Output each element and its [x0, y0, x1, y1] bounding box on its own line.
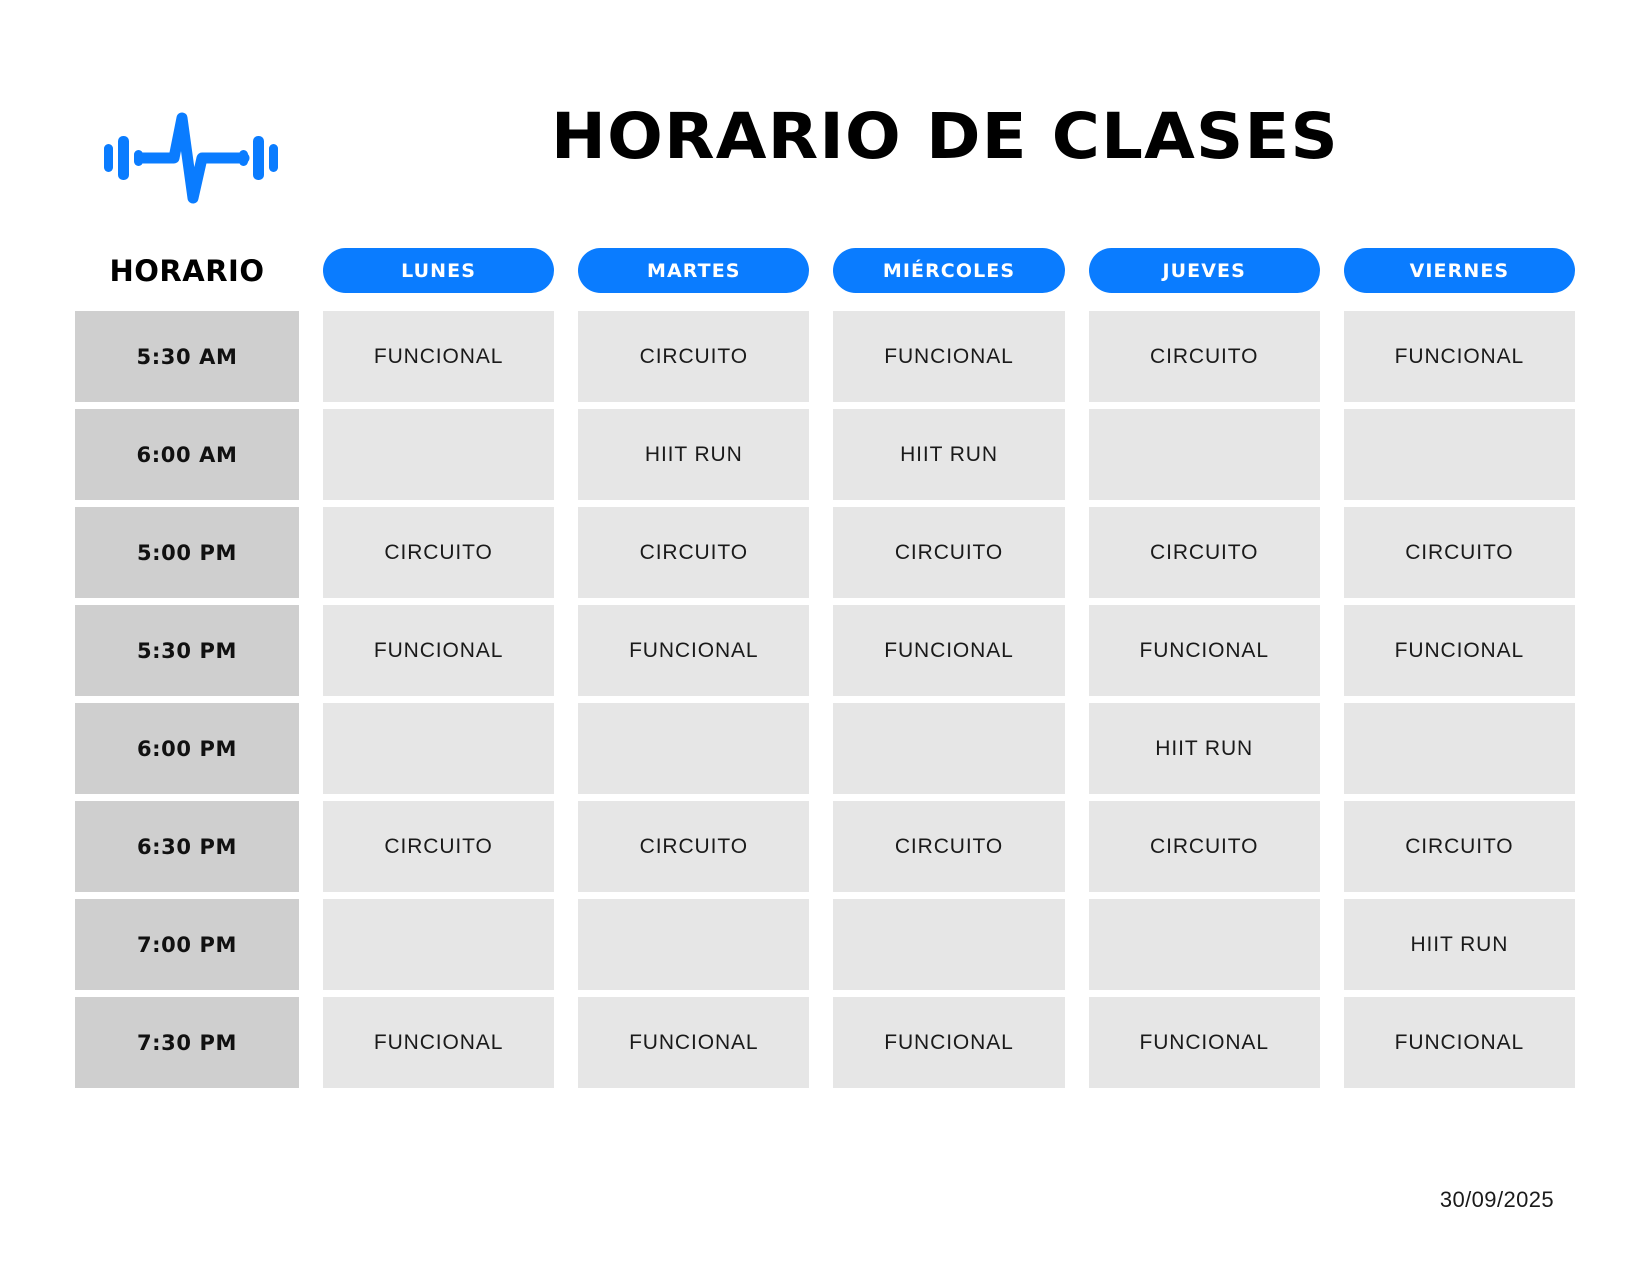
class-cell: CIRCUITO	[323, 801, 554, 892]
class-cell: FUNCIONAL	[1344, 997, 1575, 1088]
time-label: 7:00 PM	[75, 899, 299, 990]
class-cell: CIRCUITO	[1089, 801, 1320, 892]
class-cell	[1344, 703, 1575, 794]
class-cell: FUNCIONAL	[1344, 605, 1575, 696]
day-header-viernes: VIERNES	[1344, 248, 1575, 293]
class-cell	[323, 703, 554, 794]
class-cell	[833, 899, 1064, 990]
poster-header	[0, 95, 1650, 215]
table-header-row	[75, 248, 1575, 293]
day-header-miercoles: MIÉRCOLES	[833, 248, 1064, 293]
class-cell: HIIT RUN	[833, 409, 1064, 500]
table-row	[75, 507, 1575, 598]
class-cell	[833, 703, 1064, 794]
class-cell	[1344, 409, 1575, 500]
time-column-header: HORARIO	[109, 253, 265, 288]
table-row	[75, 311, 1575, 402]
class-cell: CIRCUITO	[1089, 311, 1320, 402]
class-cell	[323, 409, 554, 500]
table-row	[75, 703, 1575, 794]
time-label: 5:30 PM	[75, 605, 299, 696]
time-label: 7:30 PM	[75, 997, 299, 1088]
class-cell: HIIT RUN	[1089, 703, 1320, 794]
class-cell: CIRCUITO	[578, 507, 809, 598]
class-cell: HIIT RUN	[1344, 899, 1575, 990]
class-cell: FUNCIONAL	[833, 605, 1064, 696]
class-cell: FUNCIONAL	[1089, 997, 1320, 1088]
table-row	[75, 801, 1575, 892]
class-cell: FUNCIONAL	[323, 311, 554, 402]
page-title: HORARIO DE CLASES	[551, 100, 1339, 173]
class-cell: CIRCUITO	[833, 507, 1064, 598]
class-cell: HIIT RUN	[578, 409, 809, 500]
class-cell	[323, 899, 554, 990]
class-cell: CIRCUITO	[1344, 801, 1575, 892]
class-cell: FUNCIONAL	[323, 605, 554, 696]
day-header-jueves: JUEVES	[1089, 248, 1320, 293]
class-cell: FUNCIONAL	[578, 997, 809, 1088]
class-cell: FUNCIONAL	[1089, 605, 1320, 696]
class-cell: FUNCIONAL	[578, 605, 809, 696]
class-cell: CIRCUITO	[323, 507, 554, 598]
time-label: 6:00 AM	[75, 409, 299, 500]
class-cell: FUNCIONAL	[833, 311, 1064, 402]
class-cell	[1089, 899, 1320, 990]
time-label: 5:30 AM	[75, 311, 299, 402]
class-cell	[578, 703, 809, 794]
time-label: 6:00 PM	[75, 703, 299, 794]
class-cell	[578, 899, 809, 990]
time-label: 5:00 PM	[75, 507, 299, 598]
class-cell: CIRCUITO	[578, 311, 809, 402]
table-row	[75, 997, 1575, 1088]
time-label: 6:30 PM	[75, 801, 299, 892]
class-cell: FUNCIONAL	[1344, 311, 1575, 402]
table-row	[75, 605, 1575, 696]
class-cell	[1089, 409, 1320, 500]
class-cell: CIRCUITO	[1344, 507, 1575, 598]
day-header-martes: MARTES	[578, 248, 809, 293]
class-cell: CIRCUITO	[833, 801, 1064, 892]
class-cell: FUNCIONAL	[833, 997, 1064, 1088]
schedule-table	[75, 248, 1575, 1095]
class-cell: FUNCIONAL	[323, 997, 554, 1088]
table-row	[75, 899, 1575, 990]
footer-date: 30/09/2025	[1439, 1187, 1554, 1212]
table-row	[75, 409, 1575, 500]
class-cell: CIRCUITO	[1089, 507, 1320, 598]
dumbbell-heartbeat-icon	[96, 105, 286, 210]
class-cell: CIRCUITO	[578, 801, 809, 892]
day-header-lunes: LUNES	[323, 248, 554, 293]
